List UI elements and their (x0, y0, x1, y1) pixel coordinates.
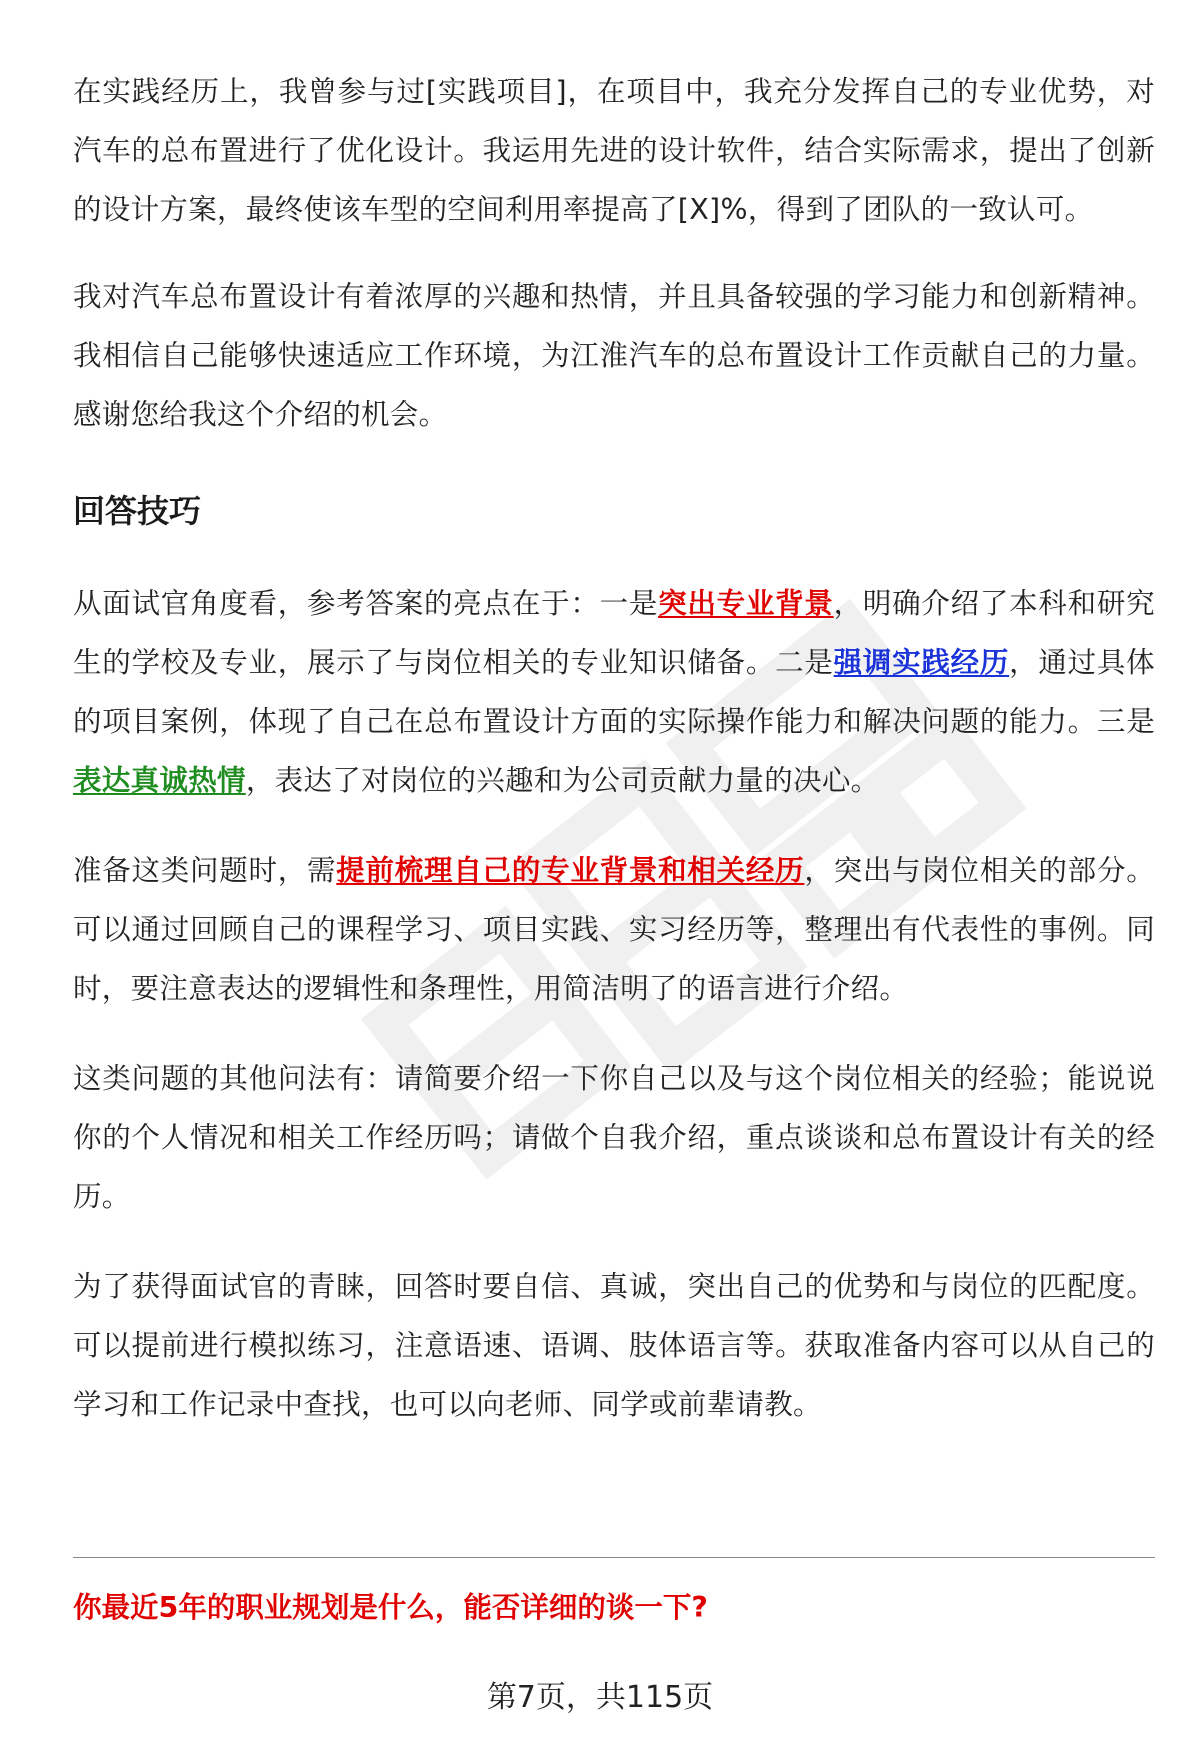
section-divider (73, 1557, 1155, 1558)
highlight-sort-background: 提前梳理自己的专业背景和相关经历 (336, 854, 805, 887)
tips-paragraph-preparation (73, 841, 1155, 1018)
tips-text: ，明确介绍了本科和研究生的学校及专业，展示了与岗位相关的专业知识储备。二是 (73, 587, 1155, 679)
tips-text: 从面试官角度看，参考答案的亮点在于：一是 (73, 587, 659, 620)
tips-text: ，表达了对岗位的兴趣和为公司贡献力量的决心。 (245, 764, 880, 797)
tips-paragraph-highlights (73, 574, 1155, 810)
highlight-professional-background: 突出专业背景 (658, 587, 834, 620)
tips-paragraph-advice: 为了获得面试官的青睐，回答时要自信、真诚，突出自己的优势和与岗位的匹配度。可以提前进行模拟练习，注意语速、语调、肢体语言等。获取准备内容可以从自己的学习和工作记录中查找，也可以向老师、同学或前辈请教。 (73, 1270, 1155, 1421)
page-number: 第7页，共115页 (486, 1680, 714, 1715)
section-heading-answer-tips: 回答技巧 (73, 492, 202, 530)
tips-text: ，突出与岗位相关的部分。可以通过回顾自己的课程学习、项目实践、实习经历等，整理出有代表性的事例。同时，要注意表达的逻辑性和条理性，用简洁明了的语言进行介绍。 (73, 854, 1155, 1005)
highlight-practical-experience: 强调实践经历 (833, 646, 1010, 679)
answer-paragraph-practice: 在实践经历上，我曾参与过[实践项目]，在项目中，我充分发挥自己的专业优势，对汽车的总布置进行了优化设计。我运用先进的设计软件，结合实际需求，提出了创新的设计方案，最终使该车型的空间利用率提高了[X]%，得到了团队的一致认可。 (73, 75, 1155, 226)
answer-paragraph-interest: 我对汽车总布置设计有着浓厚的兴趣和热情，并且具备较强的学习能力和创新精神。我相信自己能够快速适应工作环境，为江淮汽车的总布置设计工作贡献自己的力量。感谢您给我这个介绍的机会。 (73, 280, 1155, 431)
highlight-sincere-enthusiasm: 表达真诚热情 (73, 764, 246, 797)
tips-paragraph-alternate-questions: 这类问题的其他问法有：请简要介绍一下你自己以及与这个岗位相关的经验；能说说你的个人情况和相关工作经历吗；请做个自我介绍，重点谈谈和总布置设计有关的经历。 (73, 1062, 1155, 1213)
document-page (73, 62, 1155, 1465)
next-question-title: 你最近5年的职业规划是什么，能否详细的谈一下? (73, 1591, 708, 1624)
tips-text: ，通过具体的项目案例，体现了自己在总布置设计方面的实际操作能力和解决问题的能力。三是 (73, 646, 1155, 738)
tips-text: 准备这类问题时，需 (73, 854, 337, 887)
